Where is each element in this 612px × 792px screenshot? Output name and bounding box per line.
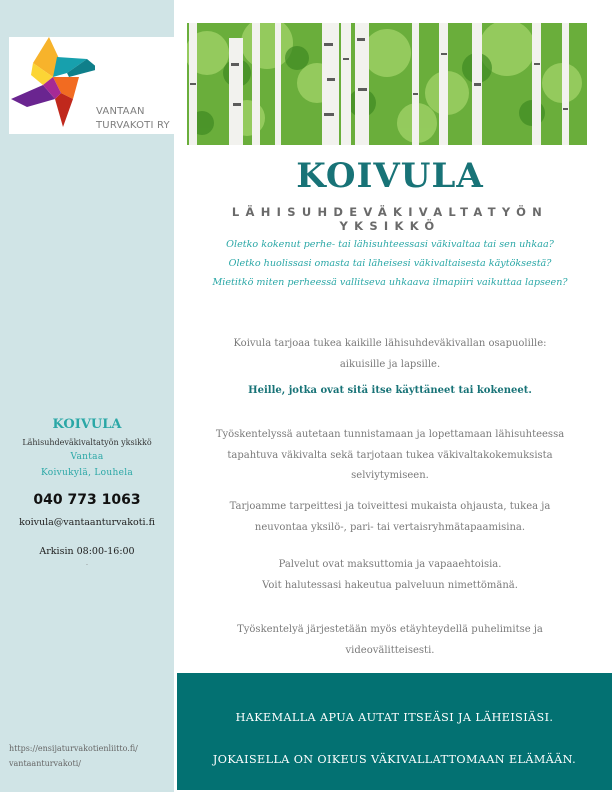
contact-info — [0, 417, 174, 567]
logo-text-line1: VANTAAN — [96, 106, 145, 117]
sidebar-subtitle: Lähisuhdeväkivaltatyön yksikkö — [22, 438, 152, 447]
paragraph-free — [177, 555, 603, 596]
website-link-line2[interactable]: vantaanturvakoti/ — [9, 759, 81, 768]
cta-line-help: HAKEMALLA APUA AUTAT ITSEÄSI JA LÄHEISIÄSI. — [235, 711, 554, 724]
question-item: Oletko kokenut perhe- tai lähisuhteessasi väkivaltaa tai sen uhkaa? — [226, 239, 554, 250]
organization-logo — [9, 37, 175, 134]
paragraph-work — [177, 425, 603, 487]
pinwheel-logo-icon — [9, 37, 95, 134]
paragraph-line: Työskentelyssä autetaan tunnistamaan ja lopettamaan lähisuhteessa — [215, 429, 565, 440]
intro-line: aikuisille ja lapsille. — [339, 358, 441, 370]
page-subtitle: LÄHISUHDEVÄKIVALTATYÖN YKSIKKÖ — [231, 205, 549, 233]
logo-text — [96, 105, 170, 133]
phone-number[interactable]: 040 773 1063 — [33, 492, 141, 508]
paragraph-line: selviytymiseen. — [351, 470, 429, 481]
intro-paragraph — [177, 334, 603, 402]
paragraph-line: Palvelut ovat maksuttomia ja vapaaehtoisia. — [278, 559, 502, 570]
sidebar — [0, 0, 174, 792]
paragraph-remote — [177, 620, 603, 661]
sidebar-area: Koivukylä, Louhela — [40, 468, 134, 478]
cta-line-right: JOKAISELLA ON OIKEUS VÄKIVALLATTOMAAN ELÄMÄÄN. — [212, 753, 577, 766]
question-item: Oletko huolissasi omasta tai läheisesi väkivaltaisesta käytöksestä? — [228, 258, 552, 269]
question-list — [177, 235, 603, 292]
website-link-line1[interactable]: https://ensijaturvakotienliitto.fi/ — [9, 744, 138, 753]
paragraph-line: Voit halutessasi hakeutua palveluun nimettömänä. — [262, 579, 518, 591]
email-address[interactable]: koivula@vantaanturvakoti.fi — [19, 517, 155, 528]
logo-text-line2: TURVAKOTI RY — [96, 120, 170, 131]
dot-mark: . — [85, 559, 89, 567]
paragraph-offer — [177, 497, 603, 538]
call-to-action-box — [177, 673, 612, 790]
opening-hours: Arkisin 08:00-16:00 — [39, 546, 135, 557]
sidebar-city: Vantaa — [70, 452, 104, 462]
birch-trees-image — [187, 23, 587, 145]
sidebar-title: KOIVULA — [52, 417, 122, 432]
emphasis-text: Heille, jotka ovat sitä itse käyttäneet tai kokeneet. — [248, 385, 532, 396]
intro-line: Koivula tarjoaa tukea kaikille lähisuhdeväkivallan osapuolille: — [233, 338, 547, 349]
paragraph-line: tapahtuva väkivalta sekä tarjotaan tukea väkivaltakokemuksista — [227, 449, 553, 461]
paragraph-line: videovälitteisesti. — [345, 644, 435, 656]
question-item: Mietitkö miten perheessä vallitseva uhkaava ilmapiiri vaikuttaa lapseen? — [212, 277, 568, 288]
website-link[interactable] — [9, 741, 138, 771]
paragraph-line: Työskentelyä järjestetään myös etäyhteydellä puhelimitse ja — [237, 624, 543, 635]
paragraph-line: neuvontaa yksilö-, pari- tai vertaisryhmätapaamisina. — [254, 521, 526, 533]
birch-forest-photo — [187, 23, 587, 145]
paragraph-line: Tarjoamme tarpeittesi ja toiveittesi mukaista ohjausta, tukea ja — [229, 501, 551, 512]
page-title: KOIVULA — [296, 156, 484, 196]
